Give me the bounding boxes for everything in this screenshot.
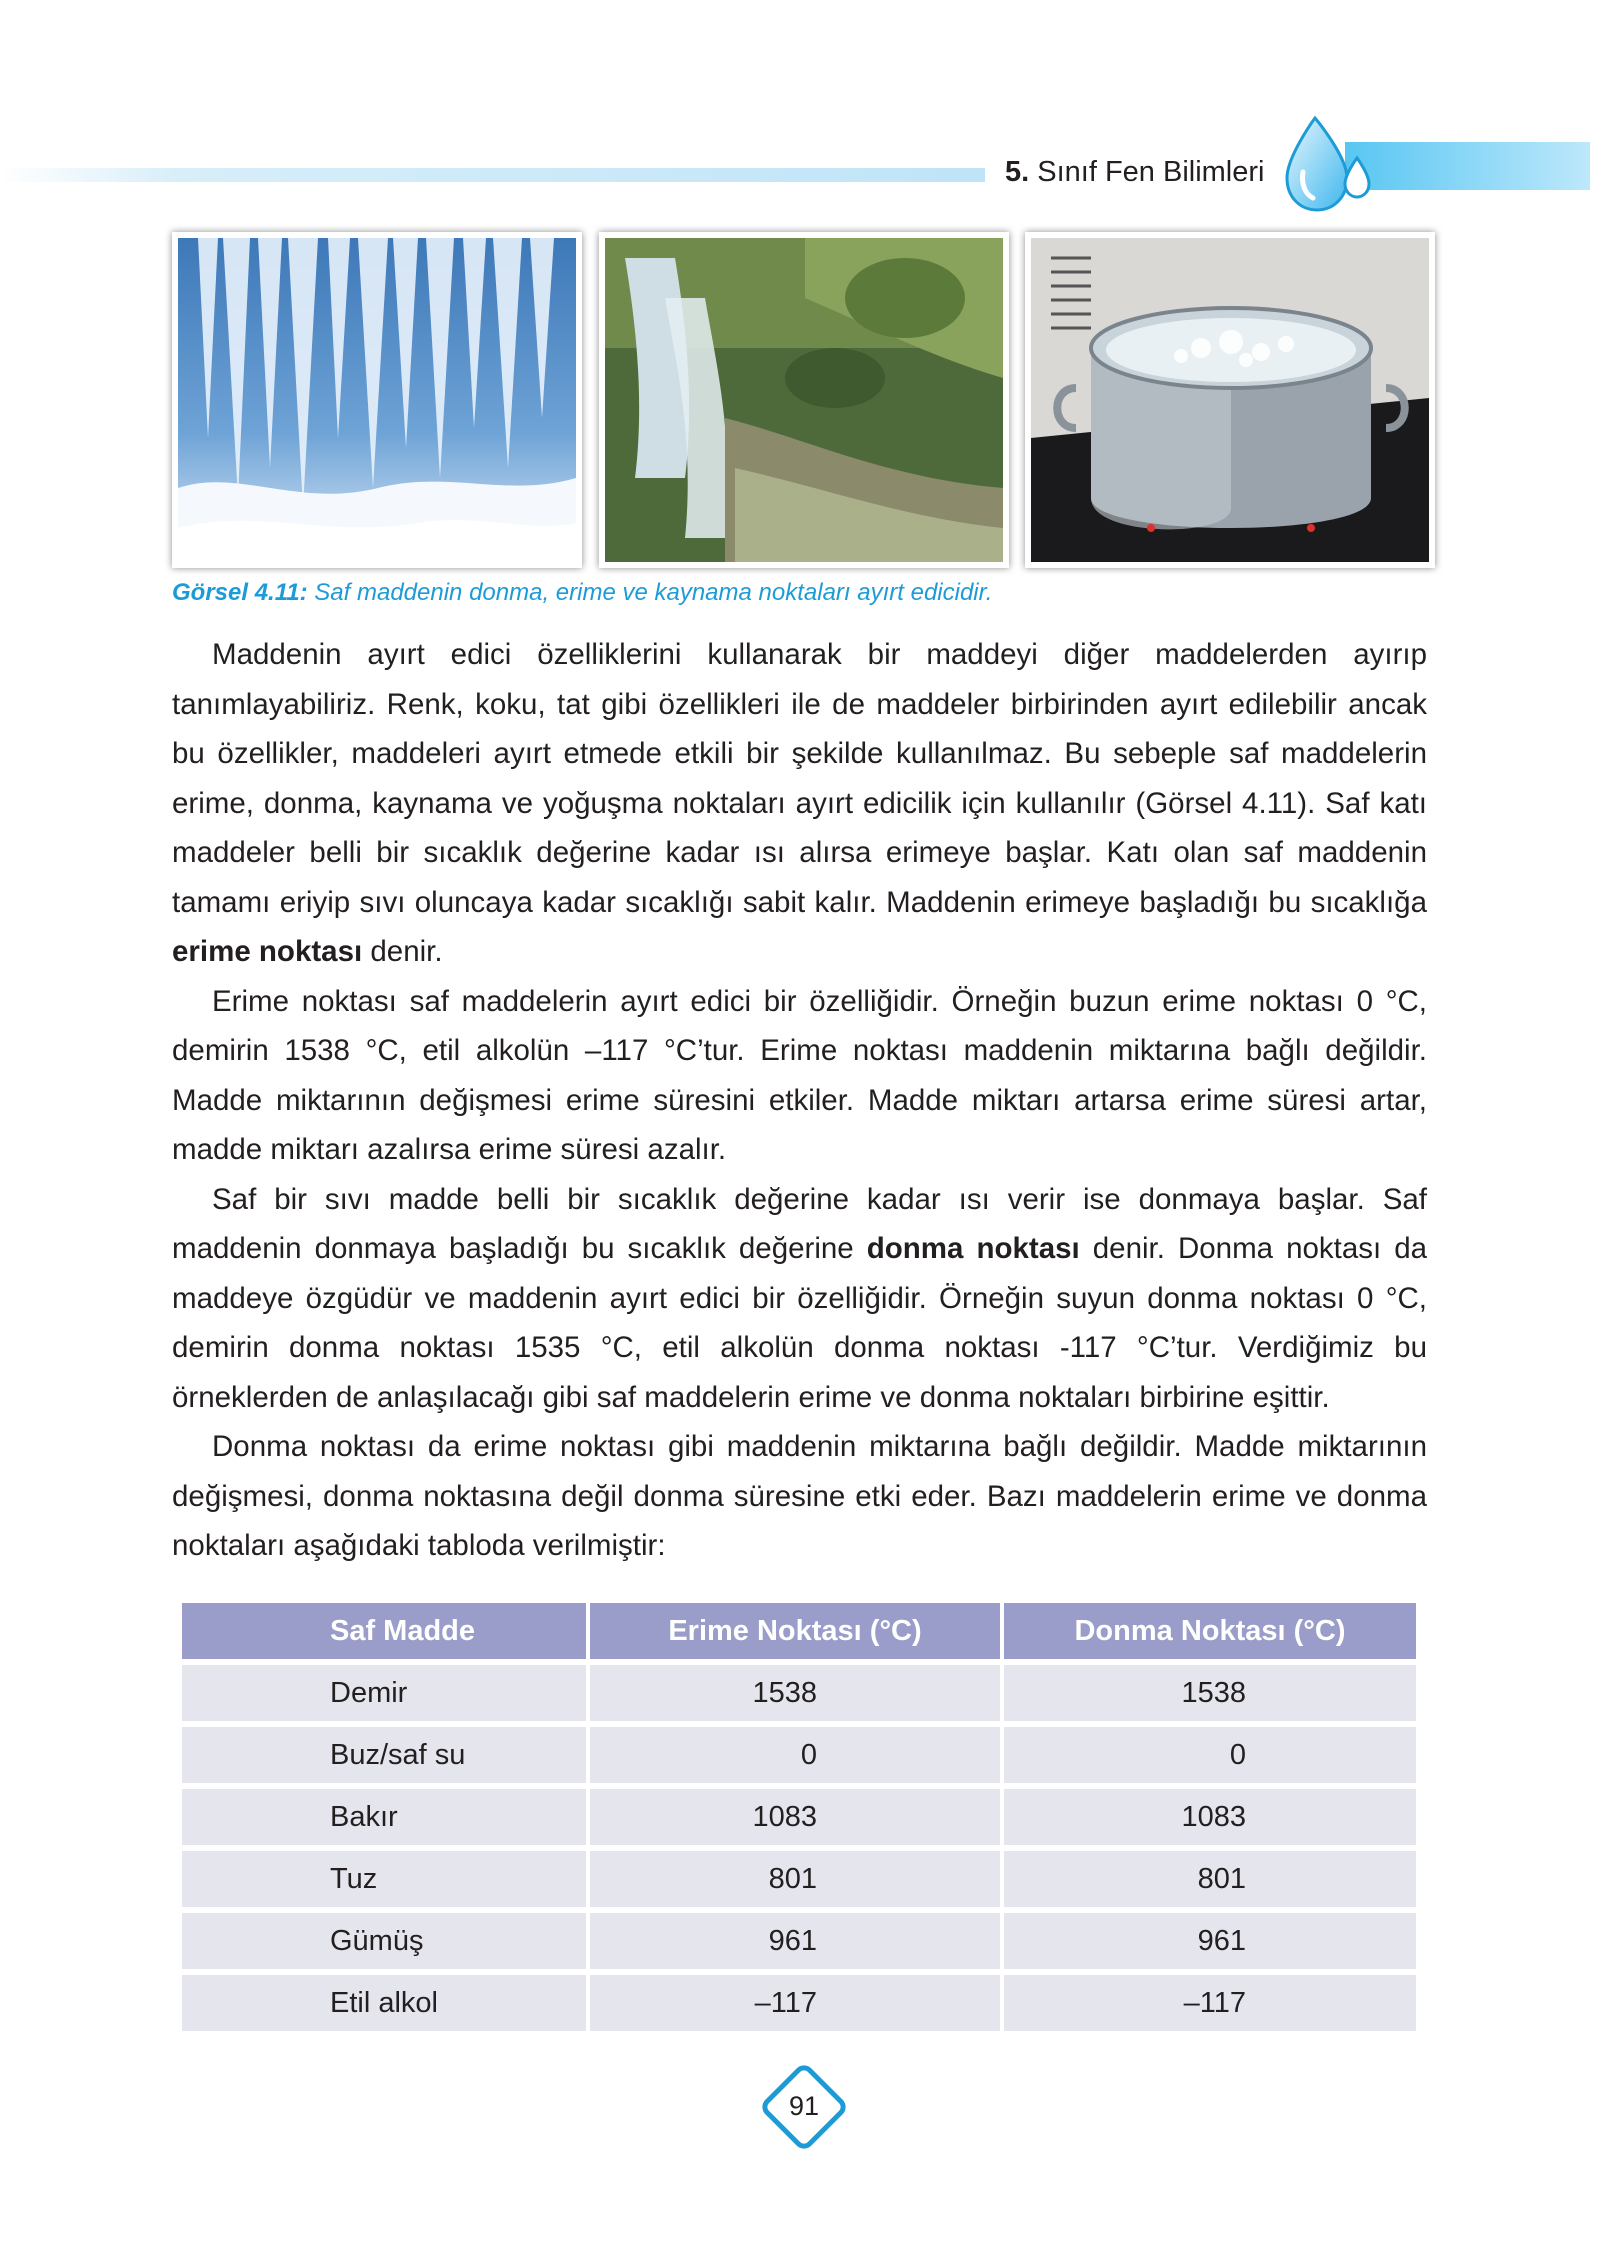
- term-donma-noktasi: donma noktası: [866, 1232, 1080, 1265]
- table-cell: 961: [1004, 1913, 1416, 1969]
- photo-frozen-waterfall: [172, 232, 582, 568]
- table-cell: Buz/saf su: [182, 1727, 586, 1783]
- course-title: [1005, 156, 1264, 189]
- column-header: Erime Noktası (°C): [590, 1603, 1000, 1659]
- column-header: Saf Madde: [182, 1603, 586, 1659]
- table-header-row: [182, 1603, 1416, 1659]
- paragraph-text: denir. Donma noktası da maddeye özgüdür ve maddenin ayırt edici bir özelliğidir. Örneğin suyun donma noktası 0 °C, demirin donma noktası 1535 °C, etil alkolün donma noktası -117 °C’tur. Verdiğimiz bu örneklerden de anlaşılacağı gibi saf maddelerin erime ve donma noktaları birbirine eşittir.: [172, 1232, 1428, 1414]
- table-cell: Gümüş: [182, 1913, 586, 1969]
- body-text: [172, 630, 1427, 1571]
- table-cell: –117: [1004, 1975, 1416, 2031]
- table-cell: 0: [590, 1727, 1000, 1783]
- table-row: [182, 1789, 1416, 1845]
- water-drop-icon: [1275, 112, 1385, 216]
- paragraph: [172, 630, 1427, 977]
- table-cell: 801: [1004, 1851, 1416, 1907]
- course-name: Sınıf Fen Bilimleri: [1037, 156, 1265, 188]
- page-number-badge: [752, 2055, 856, 2159]
- paragraph-text: Erime noktası saf maddelerin ayırt edici bir özelliğidir. Örneğin buzun erime noktası 0 °C, demirin 1538 °C, etil alkolün –117 °C’tur. Erime noktası maddenin miktarına bağlı değildir. Madde miktarının değişmesi erime süresini etkiler. Madde miktarı artarsa erime süresi artar, madde miktarı azalırsa erime süresi azalır.: [172, 984, 1427, 1166]
- table-cell: Bakır: [182, 1789, 586, 1845]
- table-cell: –117: [590, 1975, 1000, 2031]
- table-cell: Demir: [182, 1665, 586, 1721]
- header-gradient-bar: [0, 168, 985, 182]
- table-row: [182, 1975, 1416, 2031]
- paragraph: [172, 1175, 1427, 1423]
- table-cell: 1083: [590, 1789, 1000, 1845]
- table-cell: 0: [1004, 1727, 1416, 1783]
- paragraph-text: Donma noktası da erime noktası gibi maddenin miktarına bağlı değildir. Madde miktarının değişmesi, donma noktasına değil donma süresine etki eder. Bazı maddelerin erime ve donma noktaları aşağıdaki tabloda verilmiştir:: [172, 1430, 1427, 1562]
- caption-text: Saf maddenin donma, erime ve kaynama noktaları ayırt edicidir.: [307, 579, 993, 606]
- photo-waterfall: [599, 232, 1009, 568]
- term-erime-noktasi: erime noktası: [172, 935, 363, 968]
- table-cell: Tuz: [182, 1851, 586, 1907]
- melting-freezing-table: [178, 1597, 1420, 2037]
- table-row: [182, 1913, 1416, 1969]
- table-cell: 801: [590, 1851, 1000, 1907]
- paragraph-text: Maddenin ayırt edici özelliklerini kullanarak bir maddeyi diğer maddelerden ayırıp tanımlayabiliriz. Renk, koku, tat gibi özellikleri ile de maddeler birbirinden ayırt edilebilir ancak bu özellikler, maddeleri ayırt etmede etkili bir şekilde kullanılmaz. Bu sebeple saf maddelerin erime, donma, kaynama ve yoğuşma noktaları ayırt edicilik için kullanılır (Görsel 4.11). Saf katı maddeler belli bir sıcaklık değerine kadar ısı alırsa erimeye başlar. Katı olan saf maddenin tamamı eriyip sıvı oluncaya kadar sıcaklığı sabit kalır. Maddenin erimeye başladığı bu sıcaklığa: [172, 638, 1427, 919]
- paragraph-text: Saf bir sıvı madde belli bir sıcaklık değerine kadar ısı verir ise donmaya başlar. Saf maddenin donmaya başladığı bu sıcaklık değerine: [172, 1182, 1427, 1265]
- caption-label: Görsel 4.11:: [172, 579, 308, 606]
- table-cell: 961: [590, 1913, 1000, 1969]
- paragraph: [172, 977, 1427, 1175]
- paragraph: [172, 1422, 1427, 1571]
- column-header: Donma Noktası (°C): [1004, 1603, 1416, 1659]
- table-cell: 1083: [1004, 1789, 1416, 1845]
- figure-caption: [172, 579, 992, 607]
- photo-boiling-pot: [1025, 232, 1435, 568]
- grade-number: 5.: [1005, 156, 1030, 188]
- table-row: [182, 1727, 1416, 1783]
- page-number: 91: [788, 2091, 820, 2121]
- table-cell: 1538: [1004, 1665, 1416, 1721]
- table-row: [182, 1665, 1416, 1721]
- table-row: [182, 1851, 1416, 1907]
- table-cell: Etil alkol: [182, 1975, 586, 2031]
- table-cell: 1538: [590, 1665, 1000, 1721]
- paragraph-text: denir.: [362, 935, 443, 968]
